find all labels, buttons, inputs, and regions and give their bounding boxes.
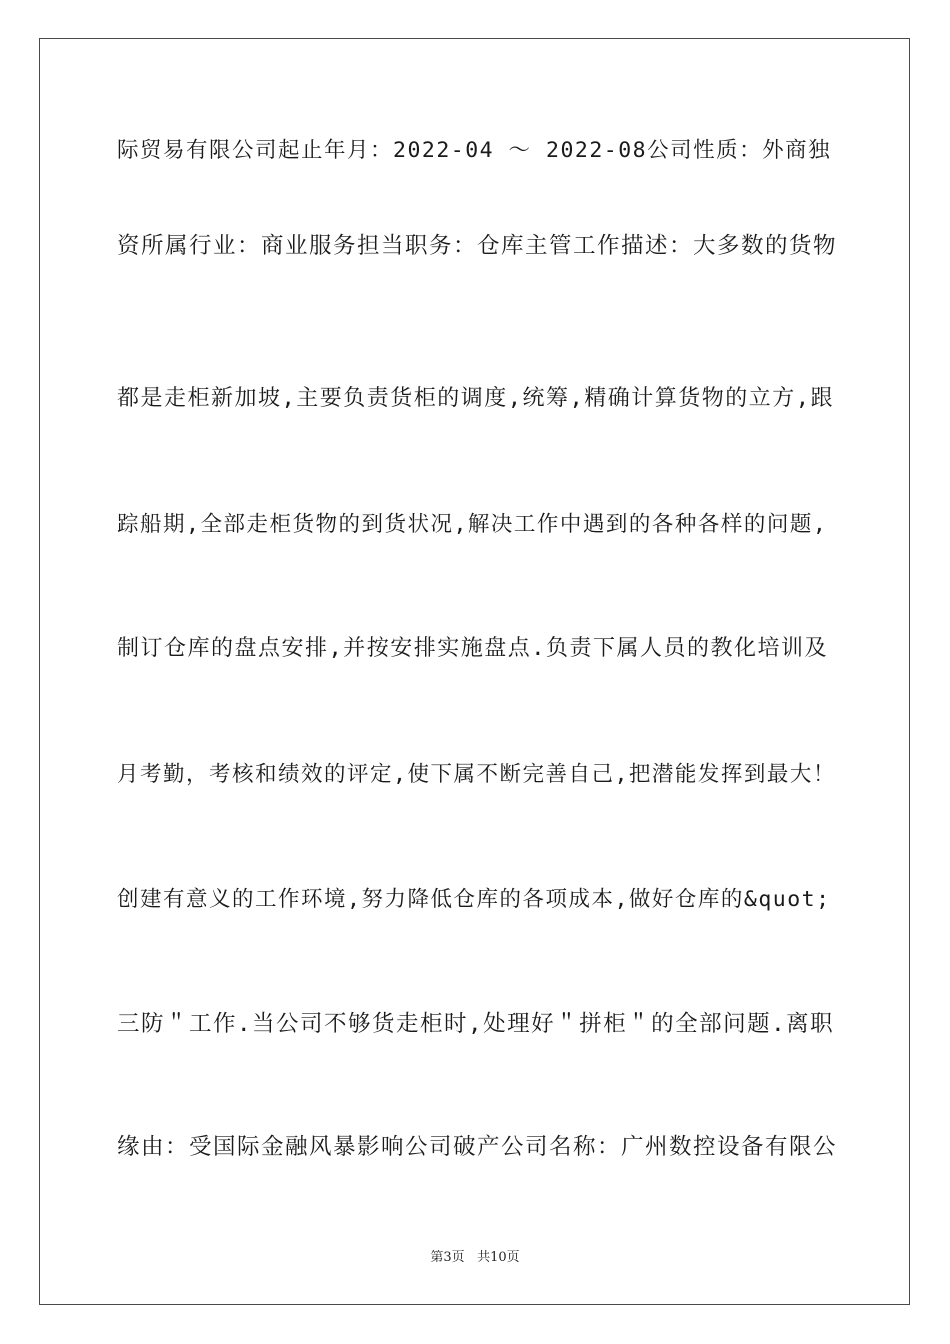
body-line-8: 三防＂工作.当公司不够货走柜时,处理好＂拼柜＂的全部问题.离职 [117, 1011, 835, 1037]
body-line-5: 制订仓库的盘点安排,并按安排实施盘点.负责下属人员的教化培训及 [117, 636, 828, 661]
body-line-1: 际贸易有限公司起止年月：2022-04 ～ 2022-08公司性质：外商独 [117, 138, 832, 163]
body-line-3: 都是走柜新加坡,主要负责货柜的调度,统筹,精确计算货物的立方,跟 [117, 386, 834, 411]
body-line-9: 缘由：受国际金融风暴影响公司破产公司名称：广州数控设备有限公 [117, 1134, 838, 1160]
page-footer [0, 1246, 950, 1265]
body-line-6: 月考勤，考核和绩效的评定,使下属不断完善自己,把潜能发挥到最大！ [117, 762, 836, 787]
page-total: 共10页 [477, 1250, 520, 1265]
body-line-4: 踪船期,全部走柜货物的到货状况,解决工作中遇到的各种各样的问题, [117, 512, 828, 537]
body-line-7: 创建有意义的工作环境,努力降低仓库的各项成本,做好仓库的&quot; [117, 887, 831, 912]
body-line-2: 资所属行业：商业服务担当职务：仓库主管工作描述：大多数的货物 [117, 233, 838, 259]
page-border [39, 38, 910, 1305]
page-number: 第3页 [430, 1250, 465, 1265]
